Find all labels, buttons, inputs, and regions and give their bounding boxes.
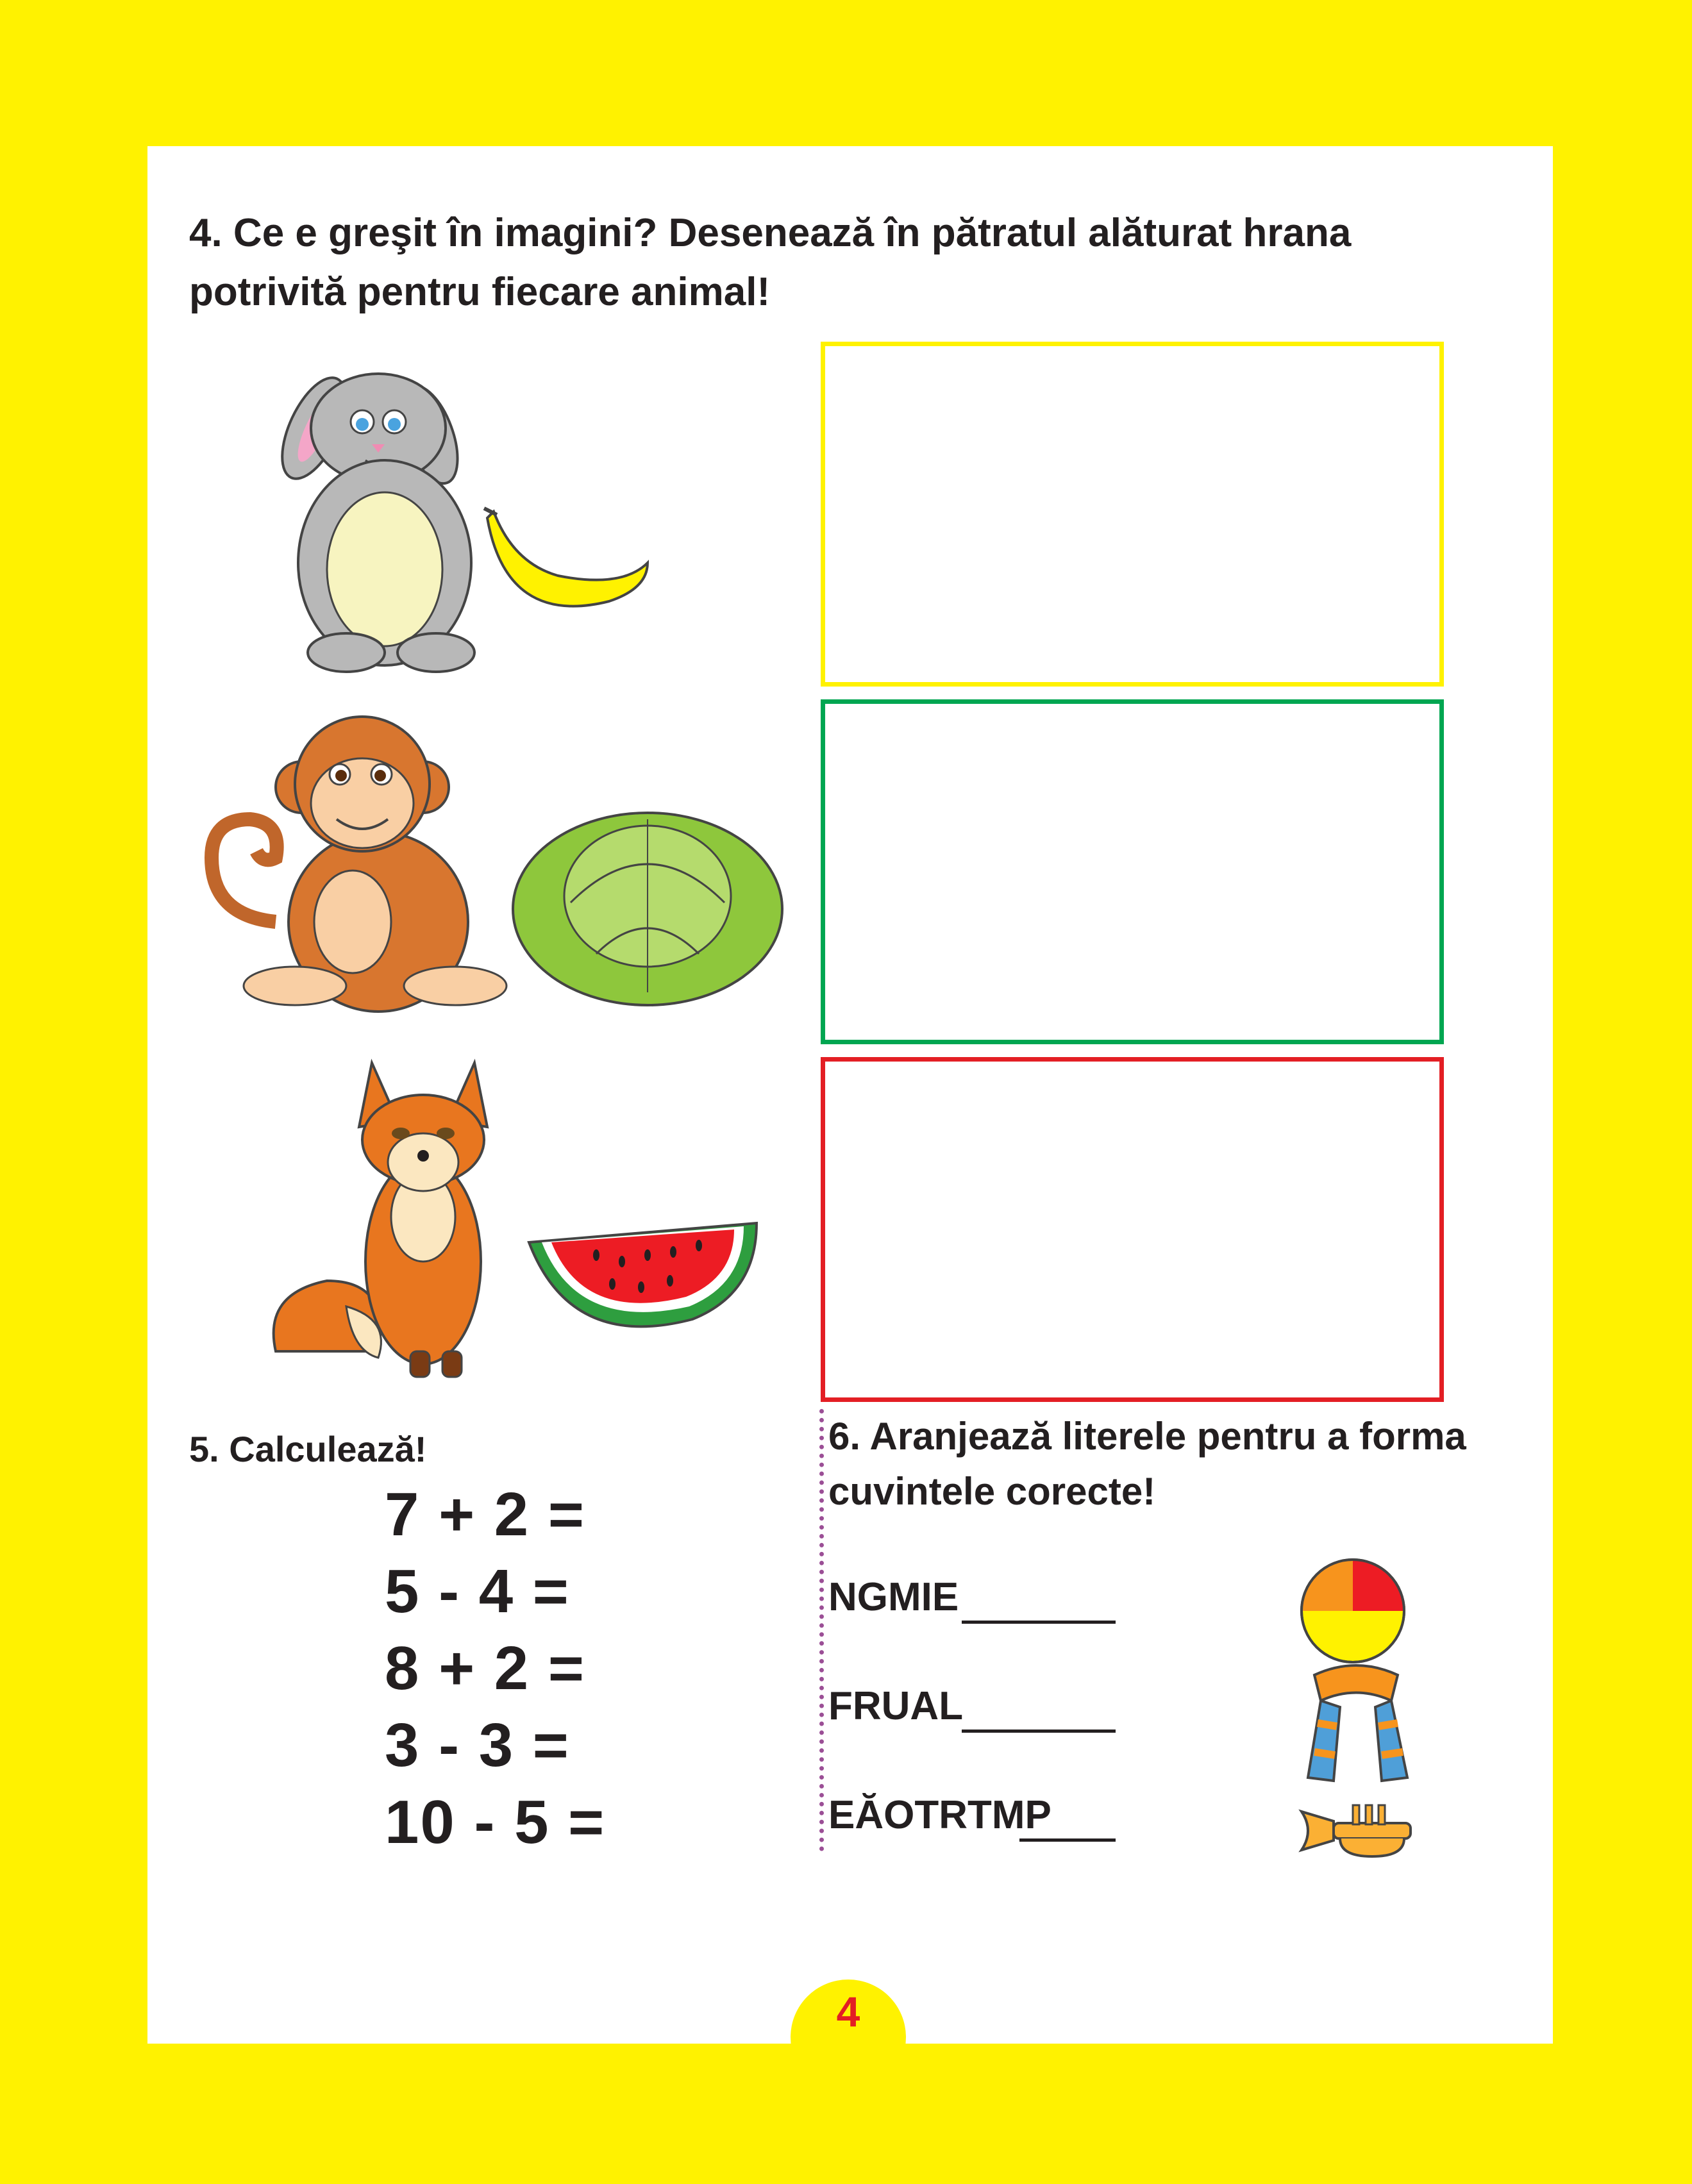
answer-line-1[interactable] (962, 1621, 1116, 1624)
fox-icon (274, 1063, 487, 1377)
monkey-icon (212, 717, 507, 1012)
cabbage-icon (513, 813, 782, 1005)
exercise-6-title: 6. Aranjează literele pentru a forma cuvintele corecte! (828, 1415, 1466, 1513)
answer-line-3[interactable] (1019, 1838, 1116, 1842)
equation-1: 7 + 2 = (385, 1480, 585, 1549)
answer-line-2[interactable] (962, 1730, 1116, 1733)
drawing-box-rabbit[interactable] (821, 342, 1444, 687)
page-number: 4 (836, 1988, 860, 2035)
scarf-icon (1295, 1662, 1417, 1790)
equation-2: 5 - 4 = (385, 1557, 570, 1626)
rabbit-icon (276, 369, 474, 672)
worksheet-page (147, 146, 1553, 2044)
monkey-cabbage-illustration (186, 710, 827, 1031)
exercise-5-title: 5. Calculează! (189, 1429, 427, 1469)
drawing-box-monkey[interactable] (821, 699, 1444, 1044)
equation-5: 10 - 5 = (385, 1788, 606, 1856)
watermelon-icon (515, 1119, 767, 1326)
ball-icon (1295, 1553, 1411, 1669)
equation-4: 3 - 3 = (385, 1711, 570, 1780)
rabbit-banana-illustration (276, 358, 673, 691)
scrambled-word-3: EĂOTRTMP (828, 1793, 1051, 1837)
section-divider (819, 1409, 824, 1851)
exercise-4-title: 4. Ce e greşit în imagini? Desenează în pătratul alăturat hrana potrivită pentru fiecare animal! (189, 211, 1352, 314)
banana-icon (484, 508, 648, 606)
drawing-box-fox[interactable] (821, 1057, 1444, 1402)
scrambled-word-2: FRUAL (828, 1684, 964, 1728)
trumpet-icon (1295, 1792, 1423, 1869)
scrambled-word-1: NGMIE (828, 1575, 959, 1619)
fox-watermelon-illustration (250, 1050, 801, 1396)
equation-3: 8 + 2 = (385, 1634, 585, 1703)
